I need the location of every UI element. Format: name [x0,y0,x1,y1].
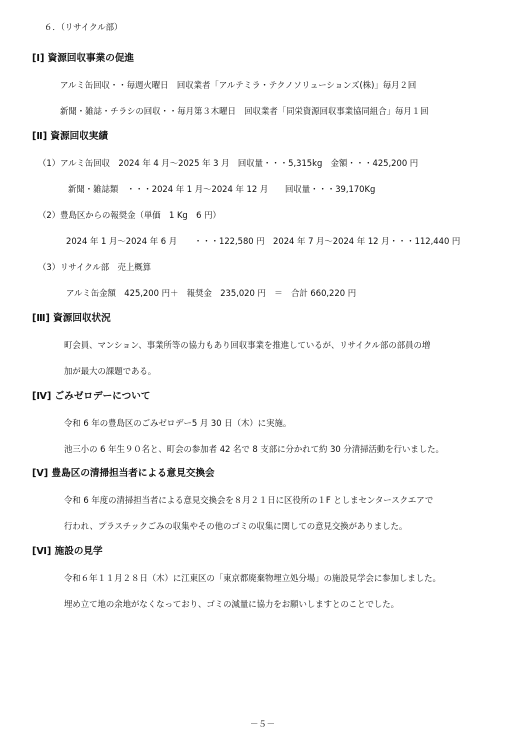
heading-garbage-zero-day: [Ⅳ] ごみゼロデーについて [32,391,151,402]
paragraph-line: 埋め立て地の余地がなくなっており、ゴミの減量に協力をお願いしますとのことでした。 [64,599,399,609]
paragraph-line: アルミ缶回収・・毎週火曜日 回収業者「アルテミラ・テクノソリューションズ(株)」毎月２回 [60,80,417,90]
paragraph-line: （3）リサイクル部 売上概算 [38,262,152,272]
heading-resource-collection-promotion: [Ⅰ] 資源回収事業の促進 [32,53,135,64]
heading-collection-results: [Ⅱ] 資源回収実績 [32,131,108,142]
paragraph-line: 令和６年１１月２８日（木）に江東区の「東京都廃棄物埋立処分場」の施設見学会に参加しました。 [64,573,441,583]
paragraph-line: 加が最大の課題である。 [64,366,157,376]
paragraph-line: 池三小の 6 年生９０名と、町会の参加者 42 名で 8 支部に分かれて約 30 分清掃活動を行いました。 [64,444,444,454]
paragraph-line: 令和 6 年の豊島区のごみゼロデー5 月 30 日（木）に実施。 [64,418,292,428]
paragraph-line: アルミ缶金額 425,200 円＋ 報奨金 235,020 円 ＝ 合計 660,220 円 [66,288,357,298]
page-number: －５－ [249,719,276,729]
paragraph-line: 令和 6 年度の清掃担当者による意見交換会を８月２１日に区役所の１F としまセンタースクエアで [64,495,434,505]
paragraph-line: （2）豊島区からの報奨金（単価 1 Kg 6 円） [38,210,221,220]
heading-opinion-exchange: [Ⅴ] 豊島区の清掃担当者による意見交換会 [32,468,215,479]
paragraph-line: 2024 年 1 月～2024 年 6 月 ・・・122,580 円 2024 年 7 月～2024 年 12 月・・・112,440 円 [66,236,461,246]
paragraph-line: 町会員、マンション、事業所等の協力もあり回収事業を推進しているが、リサイクル部の部員の増 [64,340,431,350]
paragraph-line: （1）アルミ缶回収 2024 年 4 月～2025 年 3 月 回収量・・・5,315kg 金額・・・425,200 円 [38,158,419,168]
heading-collection-status: [Ⅲ] 資源回収状況 [32,313,111,324]
heading-facility-tour: [Ⅵ] 施設の見学 [32,546,103,557]
paragraph-line: 新聞・雑誌類 ・・・2024 年 1 月～2024 年 12 月 回収量・・・39,170Kg [68,184,376,194]
paragraph-line: 行われ、プラスチックごみの収集やその他のゴミの収集に関しての意見交換がありました。 [64,521,408,531]
section-label: ６．（リサイクル部） [44,22,123,32]
paragraph-line: 新聞・雑誌・チラシの回収・・毎月第３木曜日 回収業者「同栄資源回収事業協同組合」毎月１回 [60,106,429,116]
